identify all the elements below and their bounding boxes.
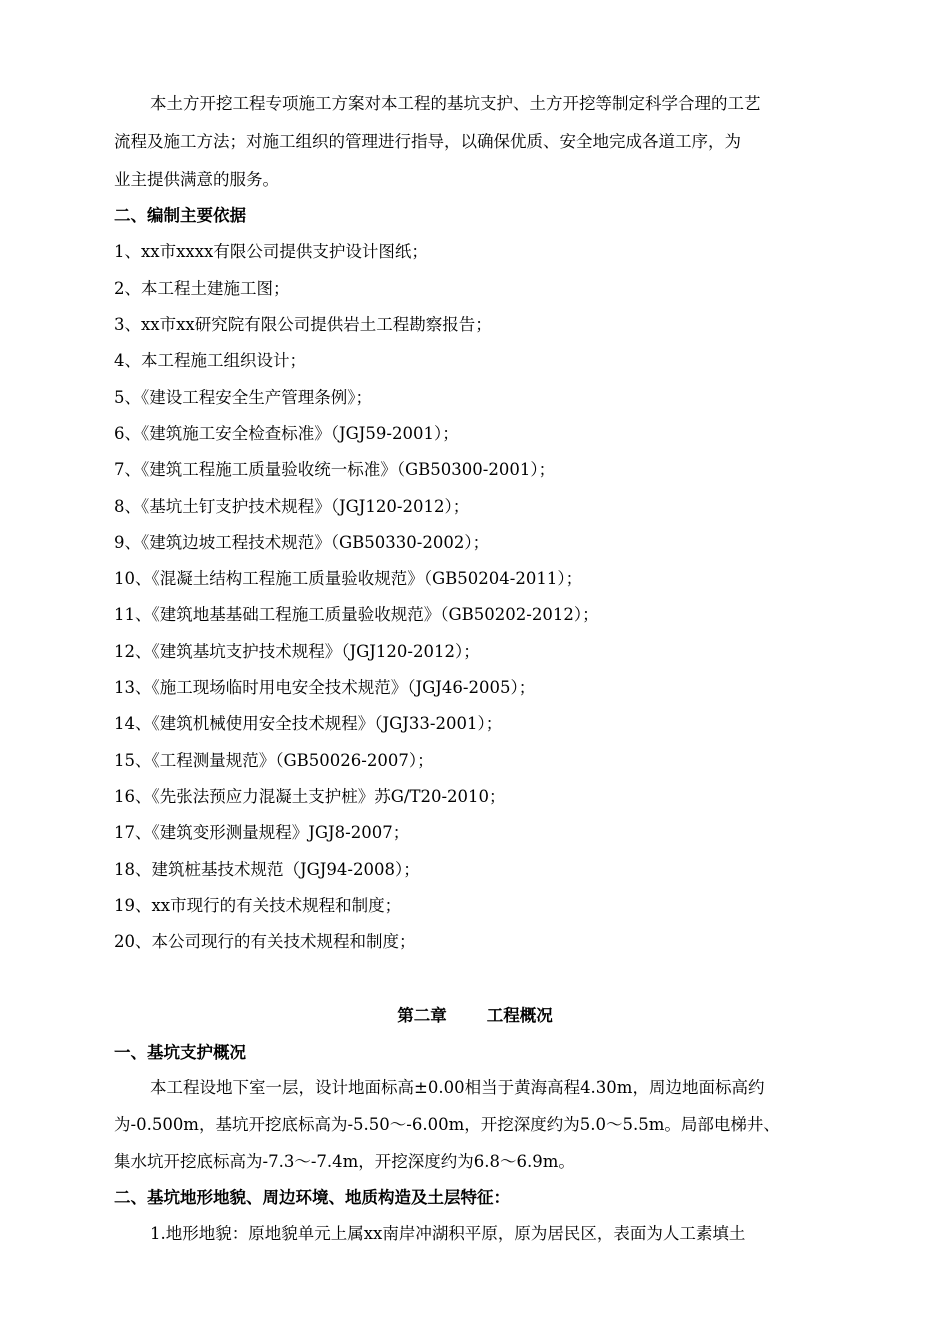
reference-item: 15、《工程测量规范》（GB50026-2007）；: [114, 751, 434, 770]
reference-item: 7、《建筑工程施工质量验收统一标准》（GB50300-2001）；: [114, 460, 556, 479]
reference-item: 20、本公司现行的有关技术规程和制度；: [114, 932, 416, 951]
reference-item: 12、《建筑基坑支护技术规程》（JGJ120-2012）；: [114, 642, 480, 661]
reference-item: 5、《建设工程安全生产管理条例》；: [114, 388, 372, 407]
chapter-title: [0, 1004, 950, 1028]
overview-line: 为-0.500m，基坑开挖底标高为-5.50～-6.00m，开挖深度约为5.0～5.5m。局部电梯井、: [114, 1115, 780, 1134]
reference-item: 11、《建筑地基基础工程施工质量验收规范》（GB50202-2012）；: [114, 605, 599, 624]
reference-item: 6、《建筑施工安全检查标准》（JGJ59-2001）；: [114, 424, 459, 443]
terrain-line: 1.地形地貌：原地貌单元上属xx南岸冲湖积平原，原为居民区，表面为人工素填土: [150, 1224, 746, 1243]
intro-line: 业主提供满意的服务。: [114, 170, 279, 189]
chapter-name: 工程概况: [486, 1006, 553, 1025]
reference-item: 18、建筑桩基技术规范（JGJ94-2008）；: [114, 860, 420, 879]
chapter-number: 第二章: [397, 1006, 447, 1025]
section-heading: 二、基坑地形地貌、周边环境、地质构造及土层特征：: [114, 1188, 510, 1207]
reference-item: 1、xx市xxxx有限公司提供支护设计图纸；: [114, 242, 428, 261]
reference-item: 16、《先张法预应力混凝土支护桩》苏G/T20-2010；: [114, 787, 506, 806]
section-heading: 二、编制主要依据: [114, 206, 246, 225]
reference-item: 9、《建筑边坡工程技术规范》（GB50330-2002）；: [114, 533, 490, 552]
intro-line: 流程及施工方法；对施工组织的管理进行指导，以确保优质、安全地完成各道工序，为: [114, 132, 741, 151]
intro-line: 本土方开挖工程专项施工方案对本工程的基坑支护、土方开挖等制定科学合理的工艺: [150, 94, 761, 113]
overview-line: 集水坑开挖底标高为-7.3～-7.4m，开挖深度约为6.8～6.9m。: [114, 1152, 575, 1171]
reference-item: 13、《施工现场临时用电安全技术规范》（JGJ46-2005）；: [114, 678, 536, 697]
reference-item: 17、《建筑变形测量规程》JGJ8-2007；: [114, 823, 410, 842]
overview-line: 本工程设地下室一层，设计地面标高±0.00相当于黄海高程4.30m，周边地面标高约: [150, 1078, 765, 1097]
reference-item: 19、xx市现行的有关技术规程和制度；: [114, 896, 402, 915]
reference-item: 4、本工程施工组织设计；: [114, 351, 306, 370]
reference-item: 10、《混凝土结构工程施工质量验收规范》（GB50204-2011）；: [114, 569, 583, 588]
reference-item: 14、《建筑机械使用安全技术规程》（JGJ33-2001）；: [114, 714, 503, 733]
reference-item: 3、xx市xx研究院有限公司提供岩土工程勘察报告；: [114, 315, 492, 334]
section-heading: 一、基坑支护概况: [114, 1043, 246, 1062]
reference-item: 8、《基坑土钉支护技术规程》（JGJ120-2012）；: [114, 497, 470, 516]
reference-item: 2、本工程土建施工图；: [114, 279, 290, 298]
